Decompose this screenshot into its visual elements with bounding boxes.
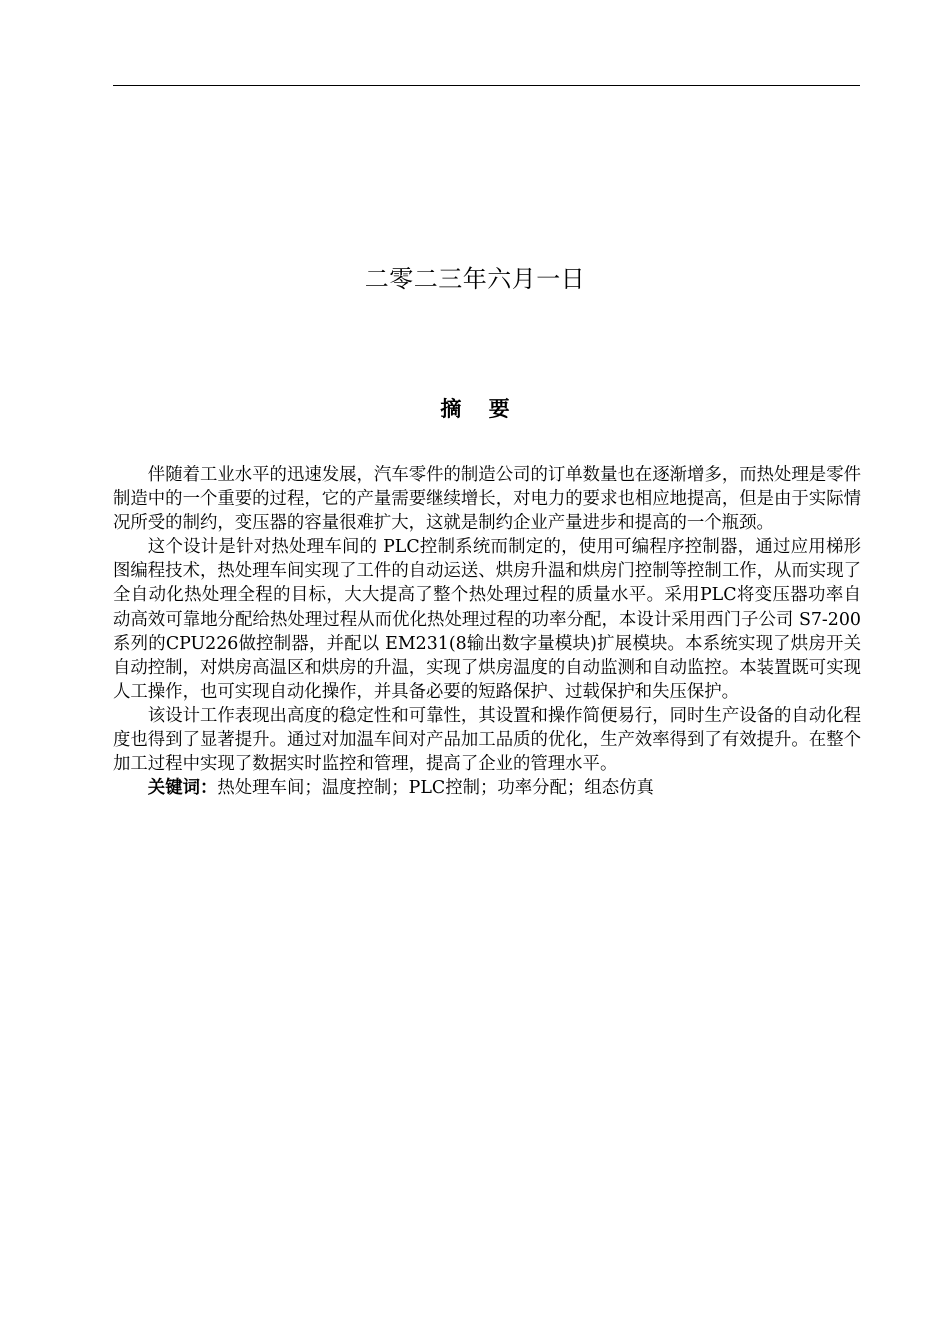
keywords-label: 关键词： [147, 778, 218, 799]
header-rule [113, 85, 860, 86]
abstract-heading-char-1: 摘 [440, 397, 462, 421]
abstract-body [113, 463, 861, 800]
abstract-heading [0, 394, 950, 424]
document-date: 二零二三年六月一日 [364, 265, 586, 293]
keywords-text: 热处理车间；温度控制；PLC控制；功率分配；组态仿真 [217, 778, 654, 799]
abstract-paragraph-1: 伴随着工业水平的迅速发展，汽车零件的制造公司的订单数量也在逐渐增多，而热处理是零件制造中的一个重要的过程，它的产量需要继续增长，对电力的要求也相应地提高，但是由于实际情况所受的制约，变压器的容量很难扩大，这就是制约企业产量进步和提高的一个瓶颈。 [113, 465, 861, 534]
keywords-line [113, 776, 861, 800]
abstract-heading-char-2: 要 [488, 397, 510, 421]
abstract-paragraph-2: 这个设计是针对热处理车间的 PLC控制系统而制定的，使用可编程序控制器，通过应用梯形图编程技术，热处理车间实现了工件的自动运送、烘房升温和烘房门控制等控制工作，从而实现了全自动化热处理全程的目标，大大提高了整个热处理过程的质量水平。采用PLC将变压器功率自动高效可靠地分配给热处理过程从而优化热处理过程的功率分配，本设计采用西门子公司 S7-200系列的CPU226做控制器，并配以 EM231(8输出数字量模块)扩展模块。本系统实现了烘房开关自动控制，对烘房高温区和烘房的升温，实现了烘房温度的自动监测和自动监控。本装置既可实现人工操作，也可实现自动化操作，并具备必要的短路保护、过载保护和失压保护。 [113, 537, 861, 702]
abstract-paragraph-3: 该设计工作表现出高度的稳定性和可靠性，其设置和操作简便易行，同时生产设备的自动化程度也得到了显著提升。通过对加温车间对产品加工品质的优化，生产效率得到了有效提升。在整个加工过程中实现了数据实时监控和管理，提高了企业的管理水平。 [113, 705, 861, 775]
